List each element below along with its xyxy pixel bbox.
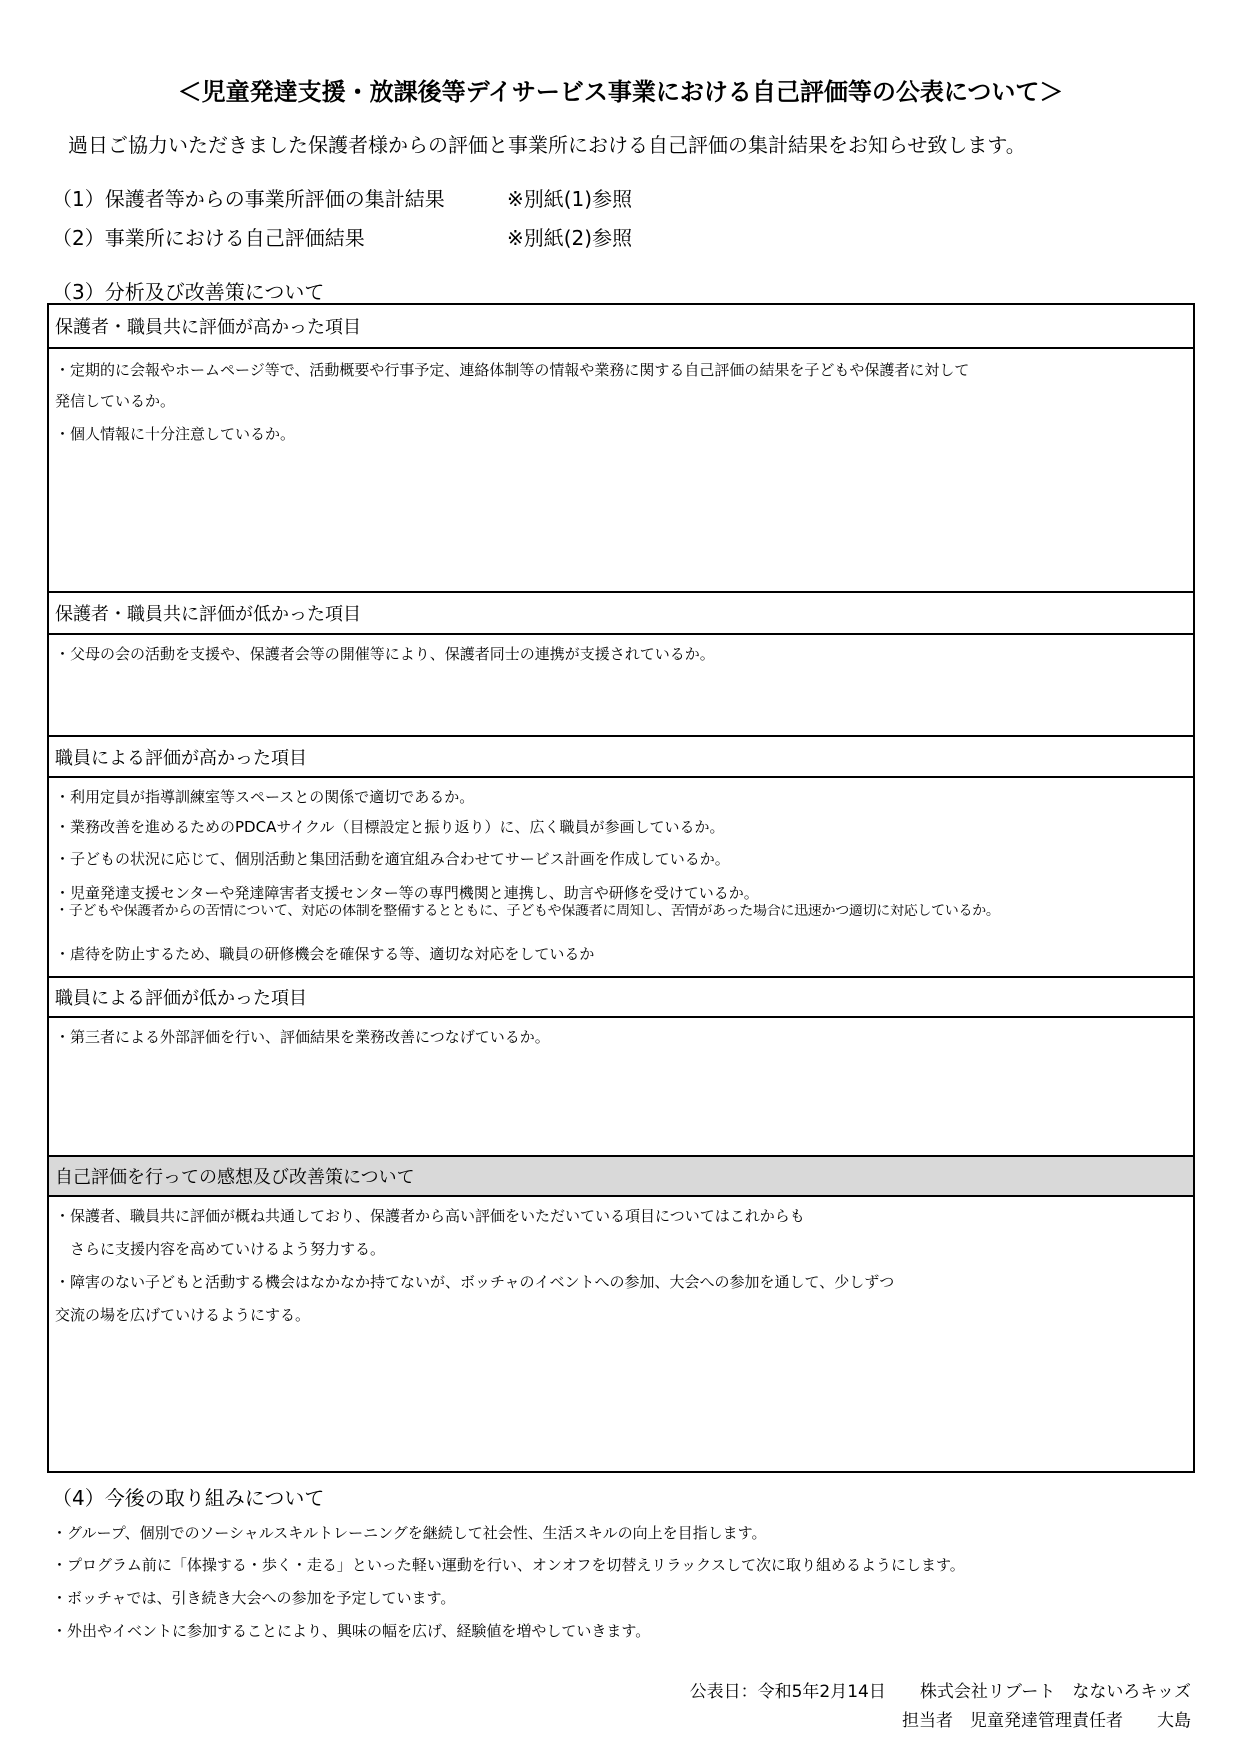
low-staff-heading: 職員による評価が低かった項目	[49, 976, 1193, 1018]
low-both-content	[49, 635, 1193, 735]
list-item: ・障害のない子どもと活動する機会はなかなか持てないが、ボッチャのイベントへの参加、大会への参加を通して、少しずつ	[55, 1273, 895, 1291]
analysis-table	[47, 303, 1195, 1473]
list-item: ・児童発達支援センターや発達障害者支援センター等の専門機関と連携し、助言や研修を受けているか。	[55, 884, 759, 902]
person-in-charge: 担当者 児童発達管理責任者 大島	[902, 1711, 1191, 1731]
list-item: ・子どもや保護者からの苦情について、対応の体制を整備するとともに、子どもや保護者に周知し、苦情があった場合に迅速かつ適切に対応しているか。	[55, 904, 1000, 919]
list-item: 交流の場を広げていけるようにする。	[55, 1306, 311, 1324]
high-staff-heading: 職員による評価が高かった項目	[49, 735, 1193, 778]
list-item: ・利用定員が指導訓練室等スペースとの関係で適切であるか。	[55, 788, 475, 806]
future-plans	[52, 1522, 1192, 1642]
list-item: ・定期的に会報やホームページ等で、活動概要や行事予定、連絡体制等の情報や業務に関する自己評価の結果を子どもや保護者に対して	[55, 361, 970, 379]
list-item: ・外出やイベントに参加することにより、興味の幅を広げ、経験値を増やしていきます。	[52, 1622, 651, 1640]
impressions-heading: 自己評価を行っての感想及び改善策について	[49, 1155, 1193, 1197]
reference-1-note: ※別紙(1)参照	[507, 187, 633, 211]
list-item: ・グループ、個別でのソーシャルスキルトレーニングを継続して社会性、生活スキルの向上を目指します。	[52, 1524, 767, 1542]
impressions-content	[49, 1197, 1193, 1471]
section-3-heading: （3）分析及び改善策について	[52, 280, 325, 304]
high-both-heading: 保護者・職員共に評価が高かった項目	[49, 305, 1193, 349]
reference-2-label: （2）事業所における自己評価結果	[52, 226, 365, 250]
list-item: ・虐待を防止するため、職員の研修機会を確保する等、適切な対応をしているか	[55, 945, 595, 963]
list-item: さらに支援内容を高めていけるよう努力する。	[55, 1240, 386, 1258]
low-staff-content	[49, 1018, 1193, 1155]
high-staff-content	[49, 778, 1193, 976]
list-item: ・ボッチャでは、引き続き大会への参加を予定しています。	[52, 1589, 456, 1607]
low-both-heading: 保護者・職員共に評価が低かった項目	[49, 591, 1193, 635]
reference-2	[52, 222, 633, 251]
list-item: ・子どもの状況に応じて、個別活動と集団活動を適宜組み合わせてサービス計画を作成しているか。	[55, 850, 730, 868]
high-both-content	[49, 349, 1193, 591]
publication-date: 公表日：令和5年2月14日 株式会社リブート なないろキッズ	[689, 1682, 1191, 1702]
page-title: ＜児童発達支援・放課後等デイサービス事業における自己評価等の公表について＞	[177, 78, 1064, 106]
section-4-heading: （4）今後の取り組みについて	[52, 1486, 325, 1510]
intro-text: 過日ご協力いただきました保護者様からの評価と事業所における自己評価の集計結果をお知らせ致します。	[68, 133, 1026, 157]
list-item: ・父母の会の活動を支援や、保護者会等の開催等により、保護者同士の連携が支援されているか。	[55, 645, 715, 663]
list-item: ・業務改善を進めるためのPDCAサイクル（目標設定と振り返り）に、広く職員が参画しているか。	[55, 818, 725, 836]
list-item: ・プログラム前に「体操する・歩く・走る」といった軽い運動を行い、オンオフを切替えリラックスして次に取り組めるようにします。	[52, 1556, 965, 1574]
list-item: ・第三者による外部評価を行い、評価結果を業務改善につなげているか。	[55, 1028, 550, 1046]
reference-2-note: ※別紙(2)参照	[507, 226, 633, 250]
reference-1	[52, 183, 633, 212]
reference-1-label: （1）保護者等からの事業所評価の集計結果	[52, 187, 445, 211]
list-item: ・保護者、職員共に評価が概ね共通しており、保護者から高い評価をいただいている項目についてはこれからも	[55, 1207, 805, 1225]
list-item: 発信しているか。	[55, 392, 176, 410]
list-item: ・個人情報に十分注意しているか。	[55, 425, 296, 443]
